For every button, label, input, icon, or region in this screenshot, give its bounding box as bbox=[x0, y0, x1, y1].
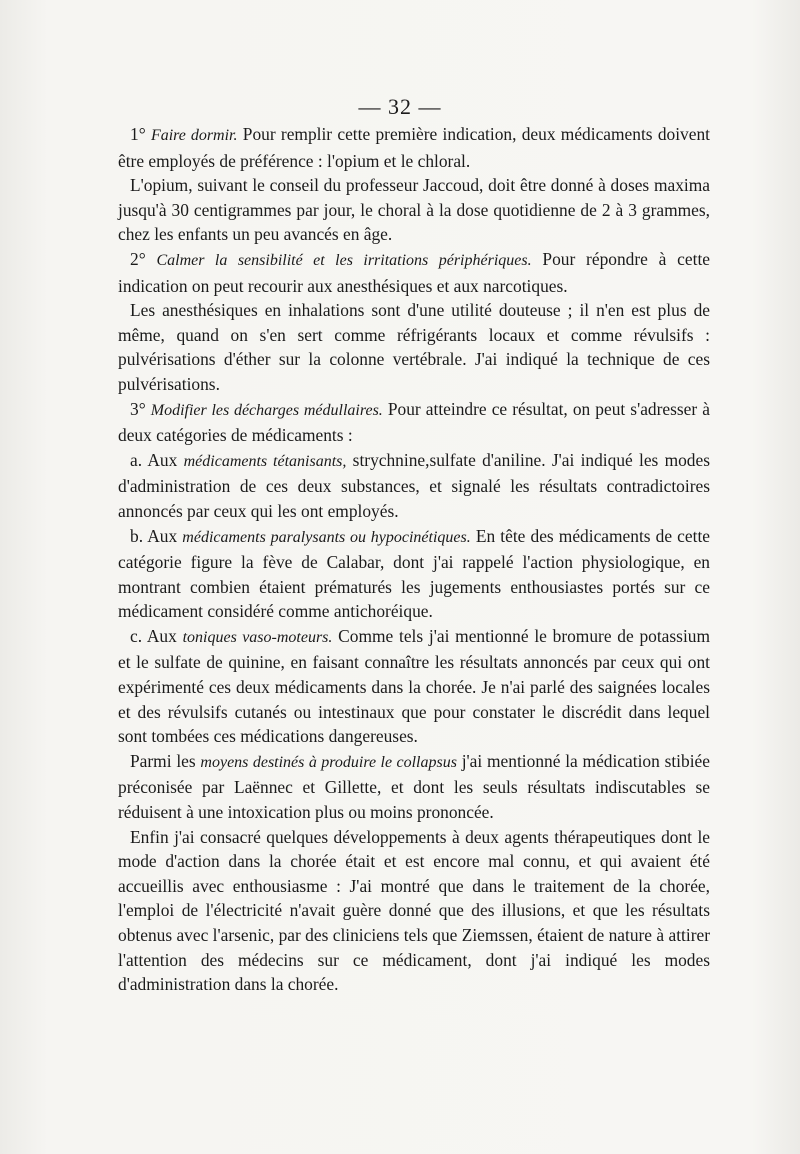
heading-italic: toniques vaso-moteurs. bbox=[182, 628, 333, 646]
paragraph-6: a. Aux médicaments tétanisants, strychnine,sulfate d'aniline. J'ai indiqué les modes d'administration de ces deux substances, et signalé les résultats contradictoires annoncés par ceux qui les ont employés. bbox=[118, 449, 710, 521]
paragraph-10: Enfin j'ai consacré quelques développements à deux agents thérapeutiques dont le mode d'action dans la chorée était et est encore mal connu, et qui avaient été accueillis avec enthousiasme : J'ai montré que dans le traitement de la chorée, l'emploi de l'électricité n'avait guère donné que des illusions, et que les résultats obtenus avec l'arsenic, par des cliniciens tels que Ziemssen, étaient de nature à attirer l'attention des médecins sur ce médicament, dont j'ai indiqué les modes d'administration dans la chorée. bbox=[118, 826, 710, 995]
heading-italic: médicaments tétanisants, bbox=[183, 452, 347, 470]
paragraph-1: 1° Faire dormir. Pour remplir cette première indication, deux médicaments doivent être employés de préférence : l'opium et le chloral. bbox=[118, 124, 710, 171]
page-number: — 32 — bbox=[358, 94, 442, 119]
heading-italic: moyens destinés à produire le collapsus bbox=[200, 753, 457, 771]
paragraph-8: c. Aux toniques vaso-moteurs. Comme tels j'ai mentionné le bromure de potassium et le sulfate de quinine, en faisant connaître les résultats annoncés par ceux qui ont expérimenté ces deux médicaments dans la chorée. Je n'ai parlé des saignées locales et des révulsifs cutanés ou intestinaux que pour constater le discrédit dans lequel sont tombées ces médications dangereuses. bbox=[118, 625, 710, 747]
heading-italic: Faire dormir. bbox=[150, 127, 238, 144]
paragraph-2: L'opium, suivant le conseil du professeur Jaccoud, doit être donné à doses maxima jusqu'à 30 centigrammes par jour, le choral à la dose quotidienne de 2 à 3 grammes, chez les enfants un peu avancés en âge. bbox=[118, 175, 710, 245]
paragraph-4: Les anesthésiques en inhalations sont d'une utilité douteuse ; il n'en est plus de même, quand on s'en sert comme réfrigérants locaux et comme révulsifs : pulvérisations d'éther sur la colonne vertébrale. J'ai indiqué la technique de ces pulvérisations. bbox=[118, 300, 710, 394]
paragraph-9: Parmi les moyens destinés à produire le collapsus j'ai mentionné la médication stibiée préconisée par Laënnec et Gillette, et dont les seuls résultats indiscutables se réduisent à une intoxication plus ou moins prononcée. bbox=[118, 750, 710, 823]
paragraph-7: b. Aux médicaments paralysants ou hypocinétiques. En tête des médicaments de cette catégorie figure la fève de Calabar, dont j'ai rappelé l'action physiologique, en montrant combien étaient prématurés les jugements enthousiastes portés sur ce médicament considéré comme antichoréique. bbox=[118, 525, 711, 622]
heading-italic: médicaments paralysants ou hypocinétiques. bbox=[182, 528, 471, 546]
paragraph-3: 2° Calmer la sensibilité et les irritations périphériques. Pour répondre à cette indication on peut recourir aux anesthésiques et aux narcotiques. bbox=[118, 248, 710, 296]
heading-italic: Calmer la sensibilité et les irritations périphériques. bbox=[156, 251, 532, 269]
heading-italic: Modifier les décharges médullaires. bbox=[150, 401, 383, 419]
paragraph-5: 3° Modifier les décharges médullaires. Pour atteindre ce résultat, on peut s'adresser à deux catégories de médicaments : bbox=[118, 398, 710, 446]
body-text bbox=[118, 122, 710, 997]
